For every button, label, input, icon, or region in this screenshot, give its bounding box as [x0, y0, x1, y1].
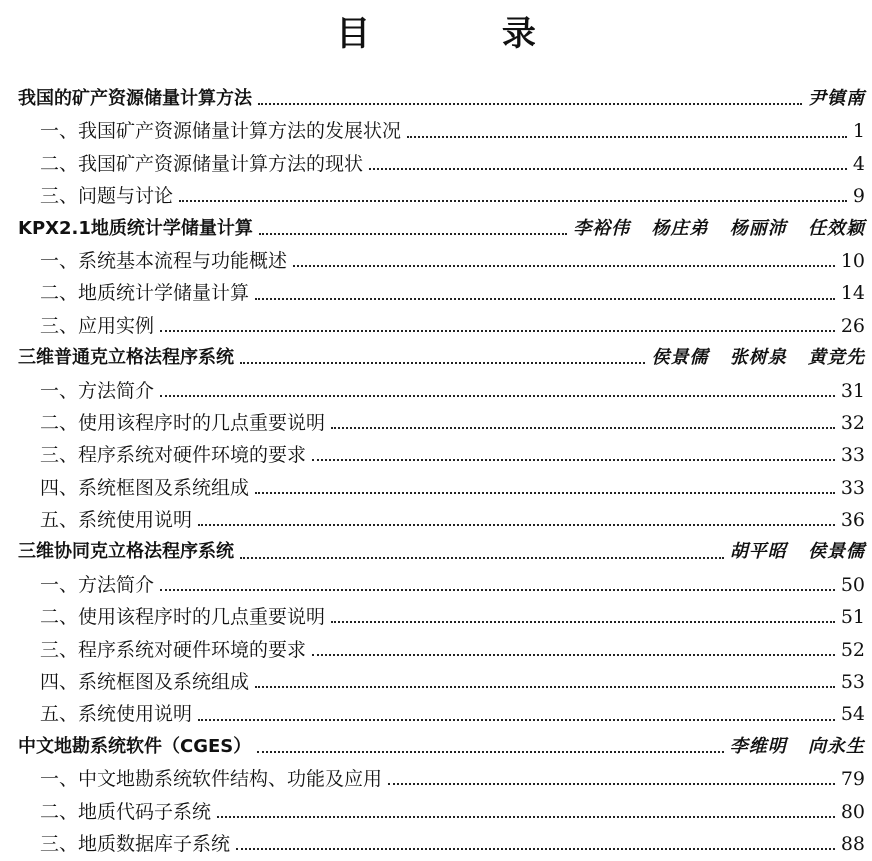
section-title: KPX2.1地质统计学储量计算 — [18, 217, 253, 239]
toc-item-row — [18, 376, 865, 408]
item-title: 三、问题与讨论 — [40, 185, 174, 208]
toc-item-row — [18, 408, 865, 440]
dot-leader — [240, 362, 645, 364]
item-title: 二、使用该程序时的几点重要说明 — [40, 606, 326, 629]
dot-leader — [255, 686, 835, 688]
item-title: 四、系统框图及系统组成 — [40, 671, 250, 694]
item-title: 二、我国矿产资源储量计算方法的现状 — [40, 152, 364, 175]
page-number: 52 — [840, 638, 865, 661]
table-of-contents — [18, 84, 865, 861]
dot-leader — [160, 395, 835, 397]
dot-leader — [240, 557, 724, 559]
page-number: 33 — [840, 476, 865, 499]
item-title: 三、程序系统对硬件环境的要求 — [40, 638, 307, 661]
toc-item-row — [18, 246, 865, 278]
page-number: 31 — [840, 379, 865, 402]
toc-section-row — [18, 343, 865, 375]
page-number: 50 — [840, 573, 865, 596]
toc-item-row — [18, 570, 865, 602]
dot-leader — [179, 200, 847, 202]
toc-item-row — [18, 699, 865, 731]
toc-item-row — [18, 667, 865, 699]
item-title: 一、方法简介 — [40, 379, 155, 402]
dot-leader — [160, 589, 835, 591]
page-number: 14 — [840, 282, 865, 305]
toc-section-row — [18, 214, 865, 246]
item-title: 三、地质数据库子系统 — [40, 832, 231, 855]
item-title: 五、系统使用说明 — [40, 703, 193, 726]
item-title: 一、方法简介 — [40, 573, 155, 596]
page-number: 9 — [852, 185, 865, 208]
item-title: 一、系统基本流程与功能概述 — [40, 249, 288, 272]
authors: 李维明 向永生 — [729, 735, 865, 757]
item-title: 三、应用实例 — [40, 314, 155, 337]
dot-leader — [331, 427, 835, 429]
dot-leader — [258, 103, 802, 105]
section-title: 三维普通克立格法程序系统 — [18, 347, 234, 369]
dot-leader — [257, 751, 723, 753]
authors: 胡平昭 侯景儒 — [729, 541, 865, 563]
page-number: 32 — [840, 411, 865, 434]
toc-section-row — [18, 732, 865, 764]
authors: 尹镇南 — [808, 88, 865, 109]
item-title: 二、使用该程序时的几点重要说明 — [40, 411, 326, 434]
toc-item-row — [18, 149, 865, 181]
authors: 侯景儒 张树泉 黄竞先 — [651, 347, 865, 369]
dot-leader — [312, 459, 835, 461]
toc-item-row — [18, 473, 865, 505]
dot-leader — [369, 168, 847, 170]
toc-section-row — [18, 537, 865, 569]
page-number: 1 — [852, 120, 865, 143]
dot-leader — [331, 621, 835, 623]
item-title: 二、地质统计学储量计算 — [40, 282, 250, 305]
dot-leader — [160, 330, 835, 332]
item-title: 二、地质代码子系统 — [40, 800, 212, 823]
dot-leader — [198, 719, 835, 721]
authors: 李裕伟 杨庄弟 杨丽沛 任效颖 — [573, 217, 865, 239]
page-number: 33 — [840, 444, 865, 467]
page-number: 80 — [840, 800, 865, 823]
page-number: 36 — [840, 509, 865, 532]
toc-item-row — [18, 505, 865, 537]
toc-item-row — [18, 181, 865, 213]
toc-item-row — [18, 797, 865, 829]
page-number: 88 — [840, 832, 865, 855]
page-title: 目 录 — [336, 14, 596, 54]
item-title: 五、系统使用说明 — [40, 509, 193, 532]
section-title: 我国的矿产资源储量计算方法 — [18, 88, 252, 109]
page-number: 51 — [840, 606, 865, 629]
item-title: 一、中文地勘系统软件结构、功能及应用 — [40, 768, 383, 791]
dot-leader — [293, 265, 835, 267]
dot-leader — [236, 848, 835, 850]
item-title: 一、我国矿产资源储量计算方法的发展状况 — [40, 120, 402, 143]
section-title: 中文地勘系统软件（CGES） — [18, 735, 252, 757]
item-title: 四、系统框图及系统组成 — [40, 476, 250, 499]
toc-item-row — [18, 764, 865, 796]
dot-leader — [407, 136, 847, 138]
toc-item-row — [18, 116, 865, 148]
toc-section-row — [18, 84, 865, 116]
page-number: 79 — [840, 768, 865, 791]
toc-item-row — [18, 311, 865, 343]
toc-item-row — [18, 278, 865, 310]
toc-item-row — [18, 635, 865, 667]
page-number: 26 — [840, 314, 865, 337]
toc-item-row — [18, 602, 865, 634]
dot-leader — [312, 654, 835, 656]
dot-leader — [198, 524, 835, 526]
page-number: 54 — [840, 703, 865, 726]
toc-item-row — [18, 440, 865, 472]
section-title: 三维协同克立格法程序系统 — [18, 541, 234, 563]
dot-leader — [255, 298, 835, 300]
dot-leader — [217, 816, 835, 818]
dot-leader — [388, 783, 835, 785]
page-number: 4 — [852, 152, 865, 175]
page-number: 53 — [840, 671, 865, 694]
item-title: 三、程序系统对硬件环境的要求 — [40, 444, 307, 467]
page-number: 10 — [840, 249, 865, 272]
toc-item-row — [18, 829, 865, 861]
dot-leader — [259, 233, 567, 235]
dot-leader — [255, 492, 835, 494]
